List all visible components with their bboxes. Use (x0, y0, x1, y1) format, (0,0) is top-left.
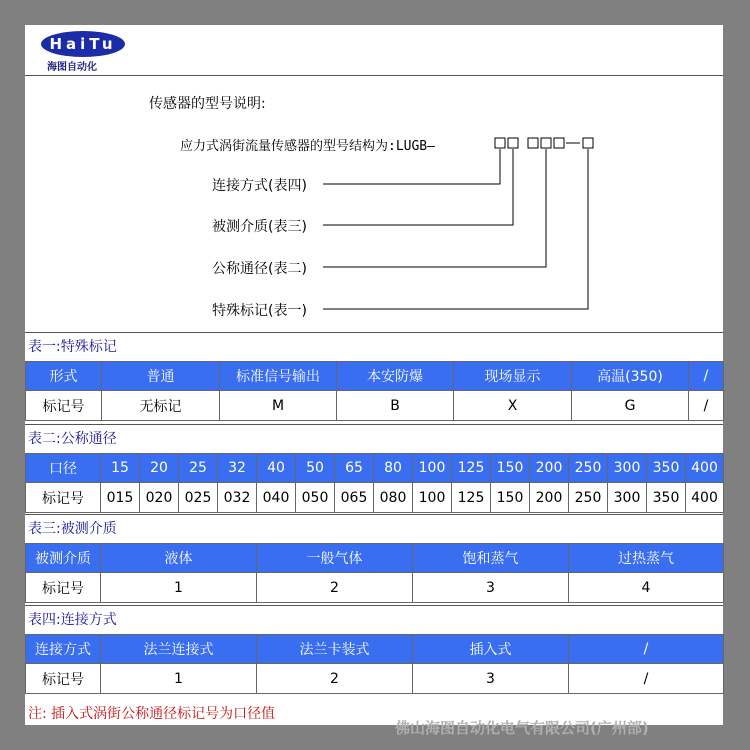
leader-line-1 (323, 149, 500, 184)
header-cell: 连接方式 (26, 635, 101, 664)
header-cell: 125 (452, 454, 491, 483)
table-cell: G (572, 391, 689, 421)
intro-heading: 传感器的型号说明: (149, 96, 266, 112)
table-cell: 标记号 (26, 391, 102, 421)
table-cell: 标记号 (26, 664, 101, 694)
table-cell: 015 (101, 483, 140, 513)
table-cell: 065 (335, 483, 374, 513)
header-cell: 过热蒸气 (569, 544, 724, 573)
header-cell: 32 (218, 454, 257, 483)
table-cell: 400 (686, 483, 724, 513)
header-cell: 高温(350) (572, 362, 689, 391)
header-cell: 250 (569, 454, 608, 483)
table-cell: 050 (296, 483, 335, 513)
table-cell: / (569, 664, 724, 694)
header-cell: 口径 (26, 454, 101, 483)
table-cell: X (454, 391, 572, 421)
table4-title: 表四:连接方式 (25, 605, 723, 633)
header-cell: 普通 (102, 362, 220, 391)
table-row (26, 664, 724, 694)
table-cell: 1 (101, 573, 257, 603)
leader-line-2 (323, 149, 513, 225)
label-special: 特殊标记(表一) (212, 303, 307, 319)
table-row (26, 483, 724, 513)
logo-subtitle: 海图自动化 (47, 62, 97, 73)
header-cell: 350 (647, 454, 686, 483)
table-cell: 无标记 (102, 391, 220, 421)
header-cell: 饱和蒸气 (413, 544, 569, 573)
header-cell: 400 (686, 454, 724, 483)
table-cell: 125 (452, 483, 491, 513)
header-cell: 100 (413, 454, 452, 483)
table-cell: 2 (257, 573, 413, 603)
code-box-5 (554, 138, 564, 148)
table-cell: 200 (530, 483, 569, 513)
header-cell: 150 (491, 454, 530, 483)
code-box-6 (583, 138, 593, 148)
table-row (26, 573, 724, 603)
code-box-3 (528, 138, 538, 148)
table1-title: 表一:特殊标记 (25, 332, 723, 360)
table-cell: 350 (647, 483, 686, 513)
header-cell: 形式 (26, 362, 102, 391)
table-measured-medium (25, 543, 724, 603)
table-cell: 040 (257, 483, 296, 513)
header-cell: 现场显示 (454, 362, 572, 391)
header-cell: 25 (179, 454, 218, 483)
code-box-4 (541, 138, 551, 148)
table-cell: 3 (413, 573, 569, 603)
table-cell: 020 (140, 483, 179, 513)
table-header-row (26, 635, 724, 664)
table-cell: 100 (413, 483, 452, 513)
label-connection: 连接方式(表四) (212, 178, 307, 194)
table-header-row (26, 454, 724, 483)
header-cell: 法兰卡装式 (257, 635, 413, 664)
table-cell: / (689, 391, 724, 421)
footnote: 注: 插入式涡街公称通径标记号为口径值 (28, 706, 276, 722)
table-header-row (26, 362, 724, 391)
header-cell: 液体 (101, 544, 257, 573)
label-diameter: 公称通径(表二) (212, 261, 307, 277)
table-special-mark (25, 361, 724, 421)
header-cell: 80 (374, 454, 413, 483)
header-cell: 40 (257, 454, 296, 483)
table-cell: 3 (413, 664, 569, 694)
table-cell: M (220, 391, 337, 421)
table-cell: 4 (569, 573, 724, 603)
logo-text: HaiTu (49, 35, 117, 53)
table-cell: 1 (101, 664, 257, 694)
table-header-row (26, 544, 724, 573)
header-cell: 标准信号输出 (220, 362, 337, 391)
header-cell: / (569, 635, 724, 664)
model-structure-prefix: 应力式涡街流量传感器的型号结构为:LUGB— (180, 139, 435, 154)
table-cell: 2 (257, 664, 413, 694)
model-code-diagram (25, 25, 723, 325)
header-cell: 被测介质 (26, 544, 101, 573)
table-connection-type (25, 634, 724, 694)
document-page (25, 25, 723, 725)
table-cell: 300 (608, 483, 647, 513)
table-cell: 080 (374, 483, 413, 513)
label-medium: 被测介质(表三) (212, 219, 307, 235)
table-cell: B (337, 391, 454, 421)
table3-title: 表三:被测介质 (25, 514, 723, 542)
table-cell: 032 (218, 483, 257, 513)
table-nominal-diameter (25, 453, 724, 513)
header-cell: 200 (530, 454, 569, 483)
table-cell: 025 (179, 483, 218, 513)
header-cell: 一般气体 (257, 544, 413, 573)
header-cell: 50 (296, 454, 335, 483)
header-cell: 65 (335, 454, 374, 483)
header-cell: 300 (608, 454, 647, 483)
header-cell: 插入式 (413, 635, 569, 664)
table-row (26, 391, 724, 421)
leader-line-4 (323, 149, 588, 309)
table-cell: 标记号 (26, 573, 101, 603)
header-cell: 15 (101, 454, 140, 483)
header-cell: 本安防爆 (337, 362, 454, 391)
table-cell: 150 (491, 483, 530, 513)
company-watermark: 佛山海图自动化电气有限公司(广州部) (395, 719, 649, 737)
header-cell: 法兰连接式 (101, 635, 257, 664)
code-box-2 (508, 138, 518, 148)
code-box-1 (495, 138, 505, 148)
table-cell: 250 (569, 483, 608, 513)
header-cell: 20 (140, 454, 179, 483)
table-cell: 标记号 (26, 483, 101, 513)
table2-title: 表二:公称通径 (25, 424, 723, 452)
header-cell: / (689, 362, 724, 391)
